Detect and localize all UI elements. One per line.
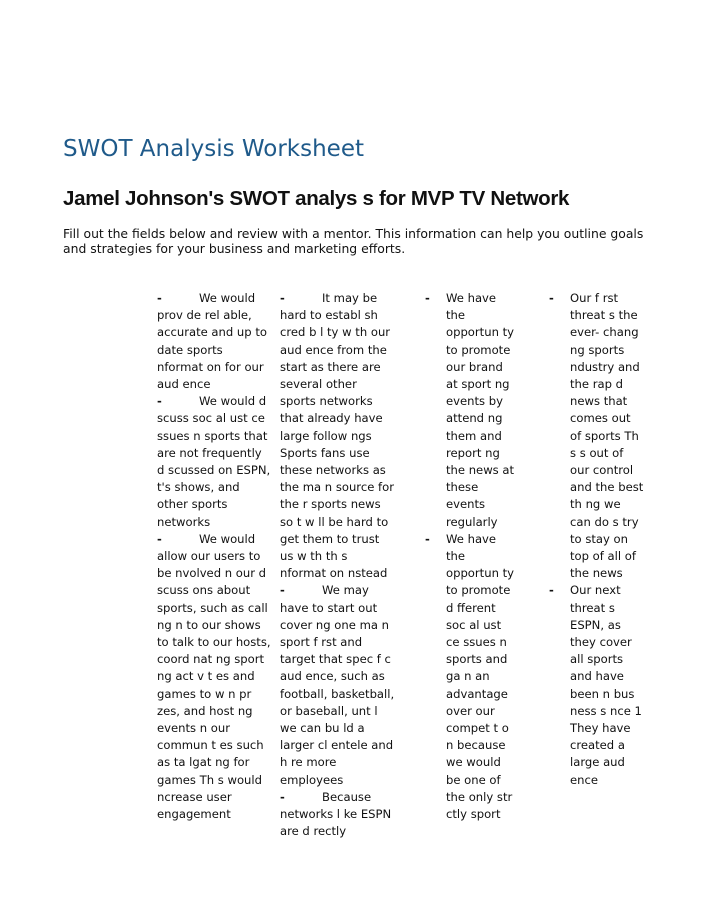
opportunities-column [425, 290, 517, 823]
bullet-dash: - [157, 394, 162, 409]
weakness-item [280, 789, 396, 841]
threat-text: Our f rst threat s the ever- chang ng sports ndustry and the rap d news that comes out of sports Th s s out of our control and the best th ng we can do s try to stay on top of all of the news [570, 291, 644, 581]
weakness-item [280, 582, 396, 788]
weakness-item [280, 290, 396, 582]
bullet-dash: - [549, 291, 554, 305]
bullet-dash: - [280, 291, 285, 305]
threats-column [549, 290, 645, 789]
opportunity-item [425, 531, 517, 823]
bullet-dash: - [280, 789, 285, 804]
threat-text: Our next threat s ESPN, as they cover all sports and have been n bus ness s nce 1 They have created a large aud ence [570, 583, 642, 787]
threat-item [549, 582, 645, 788]
page-title: SWOT Analysis Worksheet [63, 136, 364, 162]
weakness-text: It may be hard to establ sh cred b l ty w th our aud ence from the start as there are several other sports networks that already have large follow ngs Sports fans use these networks as the ma n source for the r sports news so t w ll be hard to get them to trust us w th th s nformat on nstead [280, 291, 394, 581]
opportunity-text: We have the opportun ty to promote our brand at sport ng events by attend ng them and report ng the news at these events regularly [446, 291, 515, 529]
strength-item [157, 531, 271, 823]
strengths-column [157, 290, 271, 823]
worksheet-subtitle: Jamel Johnson's SWOT analys s for MVP TV Network [63, 187, 570, 210]
bullet-dash: - [425, 531, 430, 546]
bullet-dash: - [549, 583, 554, 598]
intro-text: Fill out the fields below and review with a mentor. This information can help you outline goals and strategies for your business and marketing efforts. [63, 226, 644, 256]
strength-text: We would allow our users to be nvolved n our d scuss ons about sports, such as call ng n to our shows to talk to our hosts, coord nat ng sport ng act v t es and games to w n pr zes, and host ng events n our commun t es such as ta lgat ng for games Th s would ncrease user engagement [157, 531, 271, 822]
strength-text: We would d scuss soc al ust ce ssues n sports that are not frequently d scussed on ESPN, t's shows, and other sports networks [157, 394, 271, 529]
bullet-dash: - [157, 531, 162, 546]
bullet-dash: - [280, 583, 285, 598]
weaknesses-column [280, 290, 396, 841]
bullet-dash: - [157, 291, 162, 305]
weakness-text: Because networks l ke ESPN are d rectly [280, 789, 392, 839]
strength-text: We would prov de rel able, accurate and up to date sports nformat on for our aud ence [157, 291, 267, 392]
strength-item [157, 290, 271, 393]
opportunity-item [425, 290, 517, 531]
strength-item [157, 393, 271, 531]
weakness-text: We may have to start out cover ng one ma n sport f rst and target that spec f c aud ence, such as football, basketball, or baseball, unt l we can bu ld a larger cl entele and h re more employees [280, 583, 395, 787]
threat-item [549, 290, 645, 582]
bullet-dash: - [425, 291, 430, 305]
opportunity-text: We have the opportun ty to promote d fferent soc al ust ce ssues n sports and ga n an advantage over our compet t o n because we would be one of the only str ctly sport [446, 531, 515, 822]
